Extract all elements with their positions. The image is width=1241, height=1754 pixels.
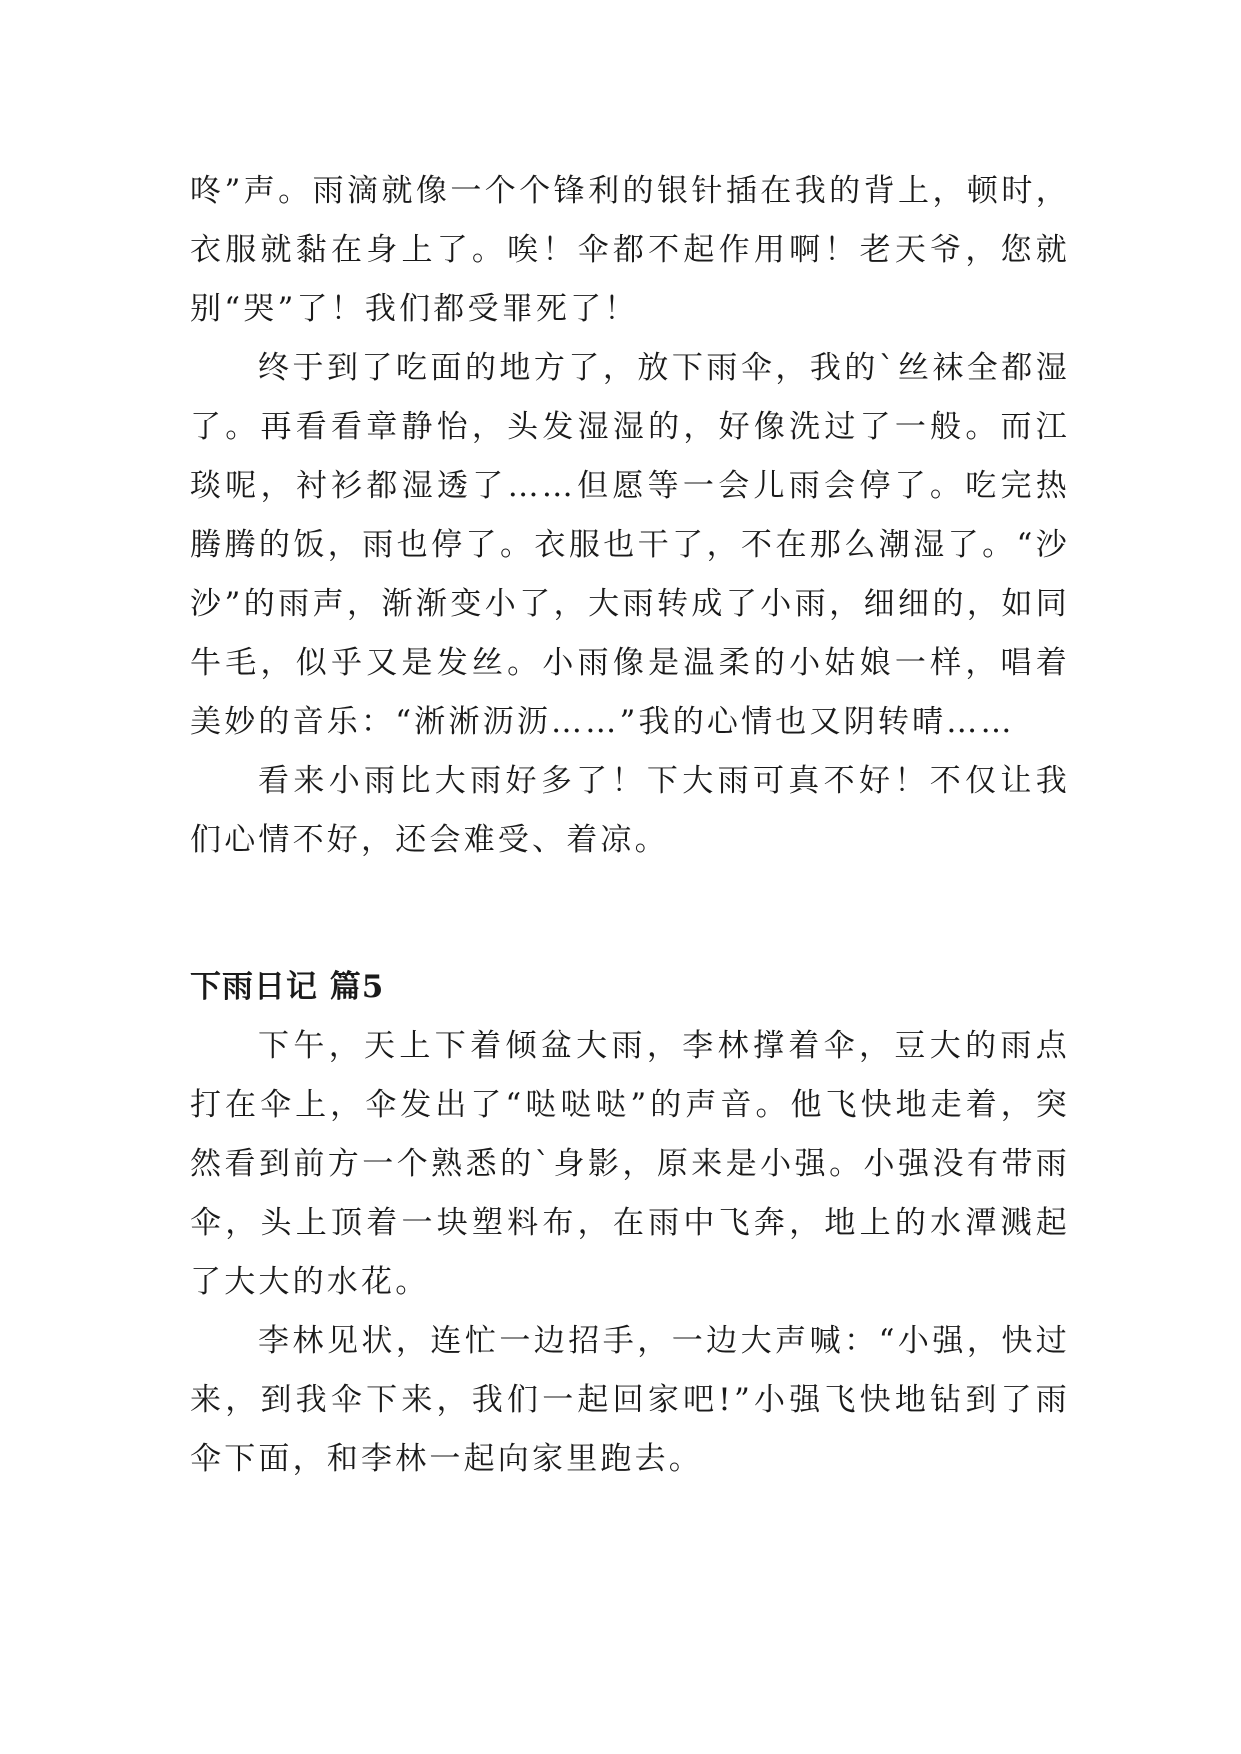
paragraph-noodle-shop: 终于到了吃面的地方了，放下雨伞，我的`丝袜全都湿了。再看看章静怡，头发湿湿的，好像洗过了一般。而江琰呢，衬衫都湿透了……但愿等一会儿雨会停了。吃完热腾腾的饭，雨也停了。衣服也干了，不在那么潮湿了。“沙沙”的雨声，渐渐变小了，大雨转成了小雨，细细的，如同牛毛，似乎又是发丝。小雨像是温柔的小姑娘一样，唱着美妙的音乐：“淅淅沥沥……”我的心情也又阴转晴…… <box>190 350 1070 740</box>
document-page <box>190 162 1070 1489</box>
paragraph-afternoon-rain: 下午，天上下着倾盆大雨，李林撑着伞，豆大的雨点打在伞上，伞发出了“哒哒哒”的声音。他飞快地走着，突然看到前方一个熟悉的`身影，原来是小强。小强没有带雨伞，头上顶着一块塑料布，在雨中飞奔，地上的水潭溅起了大大的水花。 <box>190 1028 1070 1300</box>
paragraph-conclusion: 看来小雨比大雨好多了！下大雨可真不好！不仅让我们心情不好，还会难受、着凉。 <box>190 763 1070 858</box>
paragraph-share-umbrella: 李林见状，连忙一边招手，一边大声喊：“小强，快过来，到我伞下来，我们一起回家吧!”小强飞快地钻到了雨伞下面，和李林一起向家里跑去。 <box>190 1323 1070 1477</box>
paragraph-continued: 咚”声。雨滴就像一个个锋利的银针插在我的背上，顿时，衣服就黏在身上了。唉！伞都不起作用啊！老天爷，您就别“哭”了！我们都受罪死了！ <box>190 173 1070 327</box>
section-title: 下雨日记 篇5 <box>190 969 385 1005</box>
